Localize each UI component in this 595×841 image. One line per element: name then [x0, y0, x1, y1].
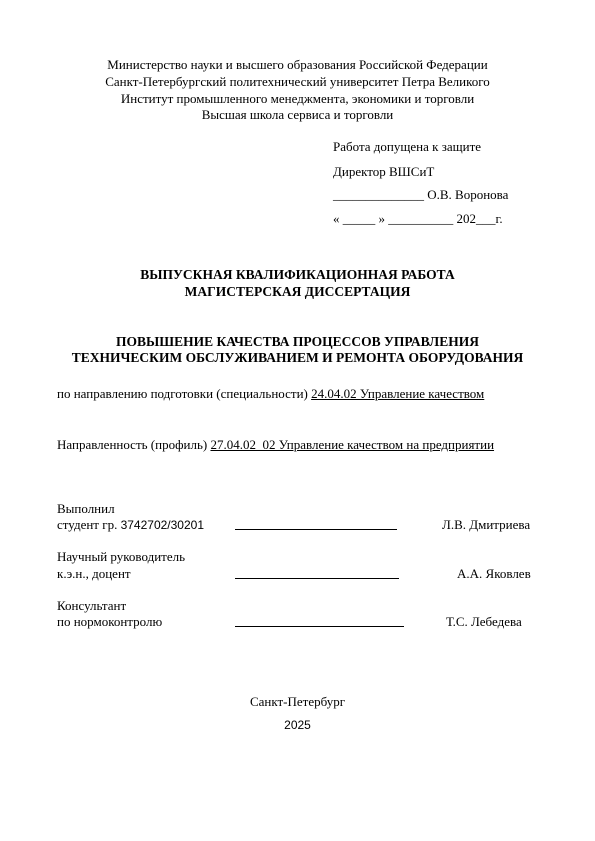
direction-line — [57, 386, 484, 402]
consultant-role: по нормоконтролю — [57, 614, 163, 629]
institute-line: Институт промышленного менеджмента, экономики и торговли — [120, 91, 475, 106]
profile-value: 27.04.02_02 Управление качеством на предприятии — [210, 437, 495, 452]
consultant-label: Консультант — [57, 598, 127, 613]
advisor-label: Научный руководитель — [57, 549, 186, 564]
profile-line — [57, 437, 494, 453]
student-label: Выполнил — [57, 501, 115, 516]
work-type-subtitle: МАГИСТЕРСКАЯ ДИССЕРТАЦИЯ — [184, 284, 411, 299]
student-group-line — [57, 517, 204, 533]
advisor-signature-line — [235, 578, 399, 579]
profile-prefix: Направленность (профиль) — [57, 437, 211, 452]
school-line: Высшая школа сервиса и торговли — [201, 107, 394, 122]
student-group-label: студент гр. — [57, 517, 121, 532]
approval-admitted: Работа допущена к защите — [333, 139, 482, 154]
university-line: Санкт-Петербургский политехнический университет Петра Великого — [105, 74, 490, 89]
topic-line-1: ПОВЫШЕНИЕ КАЧЕСТВА ПРОЦЕССОВ УПРАВЛЕНИЯ — [116, 334, 479, 349]
student-group-number: 3742702/30201 — [120, 518, 204, 532]
consultant-signature-line — [235, 626, 404, 627]
student-name: Л.В. Дмитриева — [442, 517, 531, 532]
direction-prefix: по направлению подготовки (специальности) — [57, 386, 312, 401]
advisor-degree: к.э.н., доцент — [57, 566, 131, 581]
approval-date: « _____ » __________ 202___г. — [333, 211, 503, 226]
work-type-title: ВЫПУСКНАЯ КВАЛИФИКАЦИОННАЯ РАБОТА — [140, 267, 455, 282]
approval-signature: ______________ О.В. Воронова — [333, 187, 509, 202]
consultant-name: Т.С. Лебедева — [446, 614, 522, 629]
approval-director: Директор ВШСиТ — [333, 164, 435, 179]
advisor-name: А.А. Яковлев — [457, 566, 531, 581]
city: Санкт-Петербург — [249, 694, 346, 709]
student-signature-line — [235, 529, 397, 530]
topic-line-2: ТЕХНИЧЕСКИМ ОБСЛУЖИВАНИЕМ И РЕМОНТА ОБОРУДОВАНИЯ — [71, 350, 524, 365]
year: 2025 — [284, 718, 311, 732]
direction-value: 24.04.02 Управление качеством — [311, 386, 485, 401]
ministry-line: Министерство науки и высшего образования Российской Федерации — [107, 57, 488, 72]
